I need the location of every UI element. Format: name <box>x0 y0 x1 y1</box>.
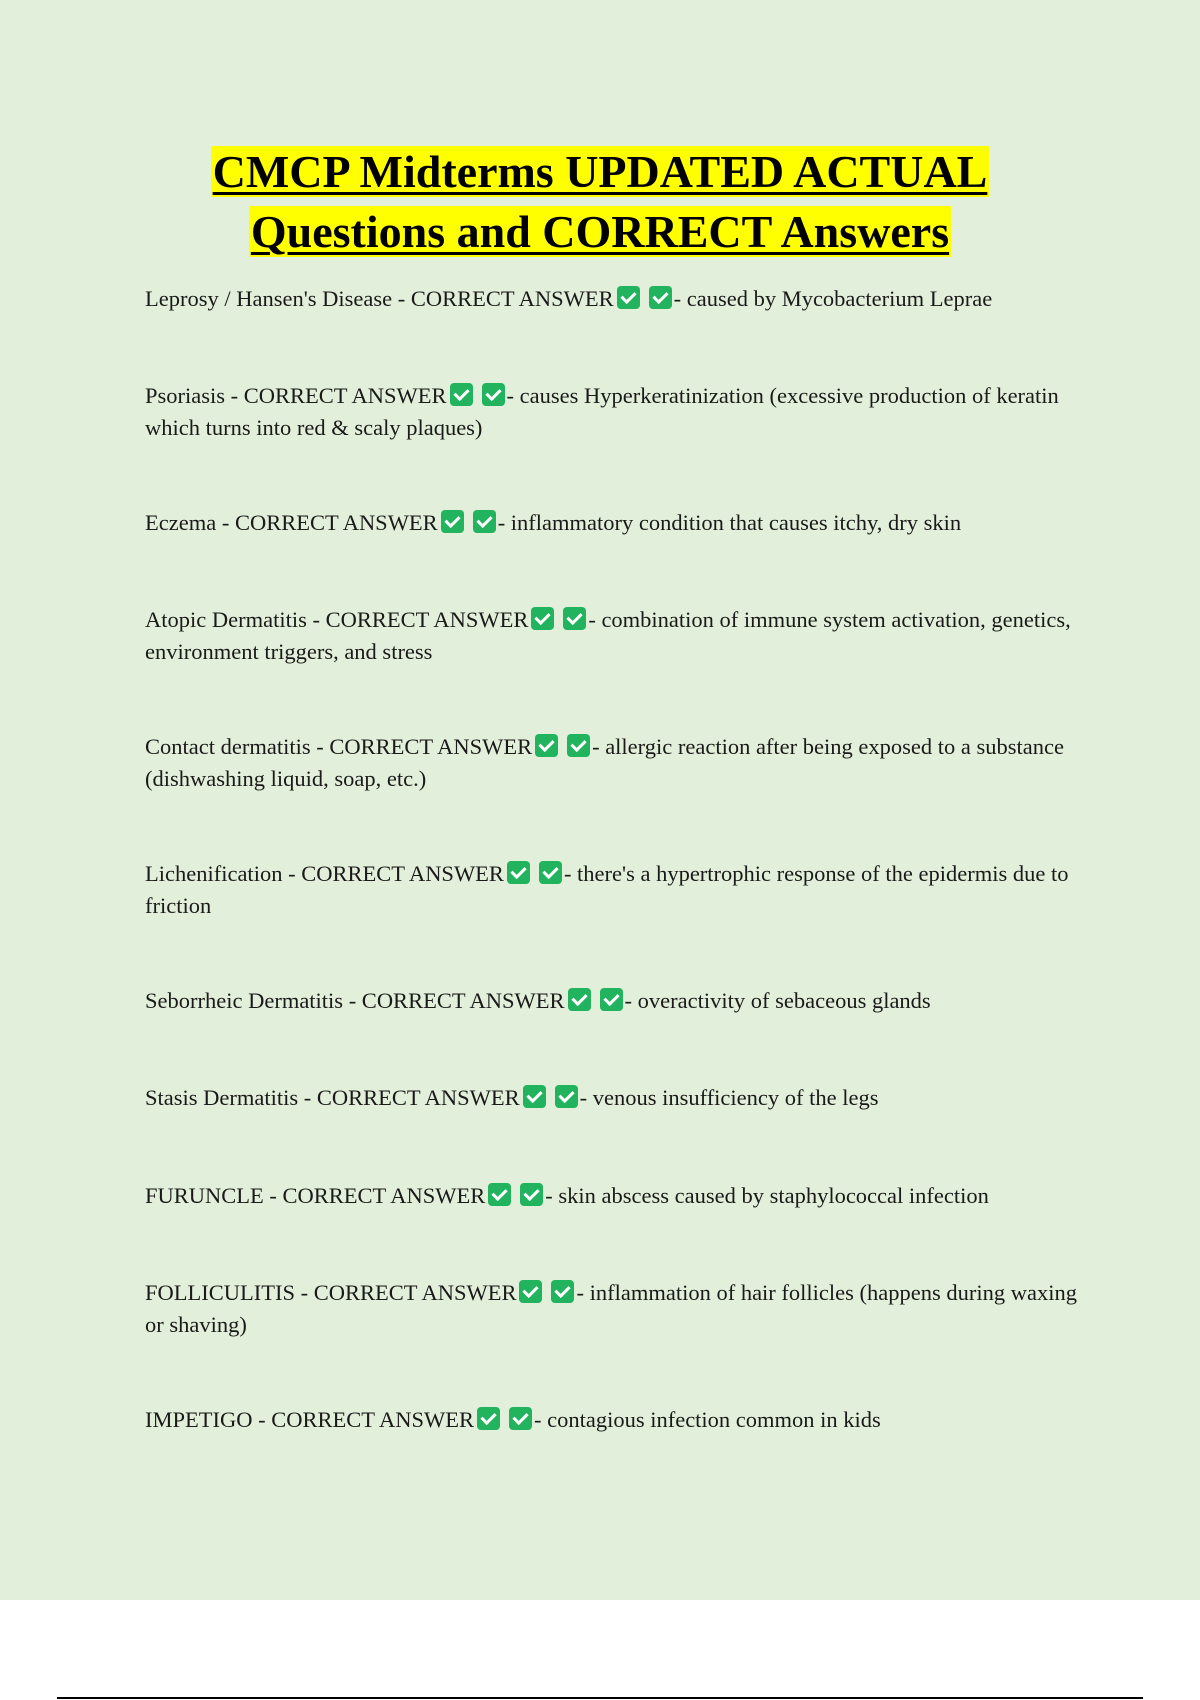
check-mark-button-icon <box>563 607 586 630</box>
correct-answer-label: - CORRECT ANSWER <box>312 607 529 632</box>
qa-term: Leprosy / Hansen's Disease <box>145 286 393 311</box>
qa-answer: - inflammatory condition that causes itchy, dry skin <box>497 510 962 535</box>
qa-term: FURUNCLE <box>145 1183 264 1208</box>
qa-term: Seborrheic Dermatitis <box>145 988 344 1013</box>
footer-divider <box>57 1697 1143 1699</box>
qa-term: Stasis Dermatitis <box>145 1085 299 1110</box>
check-mark-button-icon <box>649 286 672 309</box>
check-mark-button-icon <box>473 510 496 533</box>
check-mark-button-icon <box>555 1085 578 1108</box>
check-mark-button-icon <box>567 734 590 757</box>
check-mark-button-icon <box>551 1280 574 1303</box>
check-mark-button-icon <box>488 1183 511 1206</box>
correct-answer-label: - CORRECT ANSWER <box>258 1407 474 1432</box>
qa-term: FOLLICULITIS <box>145 1280 295 1305</box>
correct-answer-label: - CORRECT ANSWER <box>288 861 504 886</box>
qa-answer: - there's a hypertrophic response of the epidermis due to friction <box>145 861 1069 918</box>
qa-item <box>145 604 1080 668</box>
check-mark-button-icon <box>539 861 562 884</box>
check-mark-button-icon <box>568 988 591 1011</box>
correct-answer-label: - CORRECT ANSWER <box>221 510 438 535</box>
qa-item <box>145 380 1080 444</box>
qa-answer: - inflammation of hair follicles (happens during waxing or shaving) <box>145 1280 1077 1337</box>
check-mark-button-icon <box>600 988 623 1011</box>
check-mark-button-icon <box>507 861 530 884</box>
check-mark-button-icon <box>519 1280 542 1303</box>
qa-term: Atopic Dermatitis <box>145 607 307 632</box>
qa-term: Contact dermatitis <box>145 734 311 759</box>
check-mark-button-icon <box>617 286 640 309</box>
check-mark-button-icon <box>520 1183 543 1206</box>
qa-item <box>145 1180 1080 1212</box>
check-mark-button-icon <box>531 607 554 630</box>
qa-item <box>145 1404 1080 1436</box>
title-line-1: CMCP Midterms UPDATED ACTUAL <box>212 146 988 197</box>
qa-item <box>145 507 1080 539</box>
correct-answer-label: - CORRECT ANSWER <box>269 1183 486 1208</box>
check-mark-button-icon <box>523 1085 546 1108</box>
qa-answer: - allergic reaction after being exposed to a substance (dishwashing liquid, soap, etc.) <box>145 734 1064 791</box>
correct-answer-label: - CORRECT ANSWER <box>316 734 533 759</box>
qa-answer: - contagious infection common in kids <box>533 1407 881 1432</box>
qa-term: Eczema <box>145 510 217 535</box>
qa-term: Lichenification <box>145 861 283 886</box>
check-mark-button-icon <box>450 383 473 406</box>
correct-answer-label: - CORRECT ANSWER <box>303 1085 520 1110</box>
correct-answer-label: - CORRECT ANSWER <box>300 1280 517 1305</box>
check-mark-button-icon <box>535 734 558 757</box>
check-mark-button-icon <box>477 1407 500 1430</box>
qa-answer: - venous insufficiency of the legs <box>579 1085 879 1110</box>
qa-term: Psoriasis <box>145 383 226 408</box>
qa-answer: - combination of immune system activation, genetics, environment triggers, and stress <box>145 607 1071 664</box>
check-mark-button-icon <box>441 510 464 533</box>
correct-answer-label: - CORRECT ANSWER <box>230 383 447 408</box>
qa-item <box>145 985 1080 1017</box>
title-line-2: Questions and CORRECT Answers <box>250 206 950 257</box>
document-title <box>0 142 1200 262</box>
qa-item <box>145 858 1080 922</box>
check-mark-button-icon <box>509 1407 532 1430</box>
qa-item <box>145 1277 1080 1341</box>
qa-answer: - caused by Mycobacterium Leprae <box>673 286 993 311</box>
qa-item <box>145 283 1080 315</box>
qa-item <box>145 1082 1080 1114</box>
qa-answer: - skin abscess caused by staphylococcal infection <box>545 1183 989 1208</box>
qa-item <box>145 731 1080 795</box>
correct-answer-label: - CORRECT ANSWER <box>397 286 614 311</box>
check-mark-button-icon <box>482 383 505 406</box>
correct-answer-label: - CORRECT ANSWER <box>348 988 565 1013</box>
qa-answer: - overactivity of sebaceous glands <box>624 988 931 1013</box>
qa-answer: - causes Hyperkeratinization (excessive production of keratin which turns into red & scaly plaques) <box>145 383 1059 440</box>
qa-term: IMPETIGO <box>145 1407 253 1432</box>
